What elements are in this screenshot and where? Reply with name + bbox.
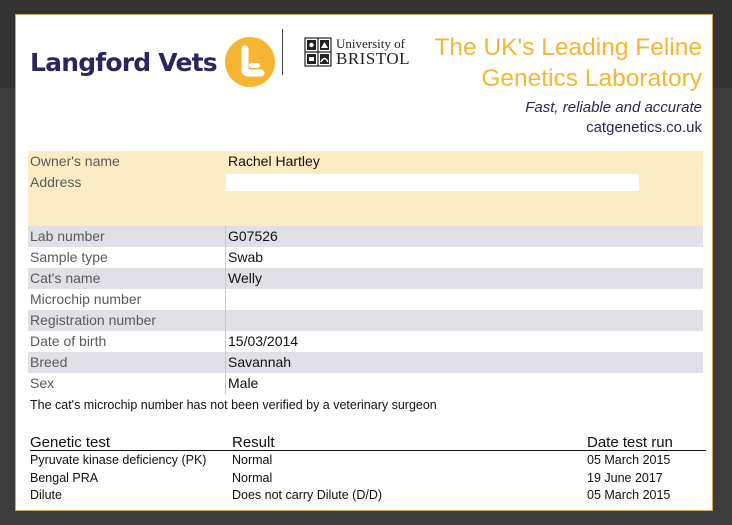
detail-label: Lab number (30, 228, 105, 244)
detail-row-sex (28, 373, 703, 394)
test-date: 05 March 2015 (587, 488, 671, 502)
test-name: Pyruvate kinase deficiency (PK) (30, 453, 207, 467)
microchip-note: The cat's microchip number has not been verified by a veterinary surgeon (30, 398, 437, 412)
detail-label: Sample type (30, 249, 108, 265)
tests-header-row (30, 432, 706, 451)
test-date: 05 March 2015 (587, 453, 671, 467)
detail-label: Microchip number (30, 291, 142, 307)
detail-row-lab-number (28, 226, 703, 247)
detail-label: Owner's name (30, 153, 120, 169)
university-of-bristol-logo (304, 37, 410, 67)
cat-details-table (28, 151, 703, 394)
detail-label: Breed (30, 354, 68, 370)
test-name: Bengal PRA (30, 470, 99, 485)
detail-row-breed (28, 352, 703, 373)
university-label: University of (336, 36, 405, 51)
certificate-document (15, 14, 713, 511)
detail-label: Sex (30, 375, 55, 391)
detail-value: Male (228, 375, 259, 391)
test-name: Dilute (30, 488, 62, 502)
headline-line-1: The UK's Leading Feline (434, 34, 702, 61)
website-link[interactable]: catgenetics.co.uk (586, 119, 702, 136)
detail-value: Savannah (228, 354, 292, 370)
detail-label: Date of birth (30, 333, 107, 349)
langford-vets-logo (30, 37, 275, 87)
logo-divider (282, 29, 283, 75)
detail-label: Address (30, 174, 82, 190)
test-row (30, 486, 706, 504)
test-date: 19 June 2017 (587, 470, 663, 485)
detail-value: Rachel Hartley (228, 153, 320, 169)
detail-value: Swab (228, 249, 264, 265)
test-row (30, 469, 706, 487)
detail-row-owner (28, 151, 703, 172)
test-result: Normal (232, 470, 273, 485)
detail-row-cat-name (28, 268, 703, 289)
tagline: Fast, reliable and accurate (525, 99, 702, 116)
detail-row-sample-type (28, 247, 703, 268)
brand-name: Langford Vets (30, 47, 217, 77)
detail-row-microchip (28, 289, 703, 310)
header-genetic-test: Genetic test (30, 434, 111, 451)
detail-label: Cat's name (30, 270, 101, 286)
detail-value: G07526 (228, 228, 278, 244)
bristol-label: BRISTOL (336, 49, 411, 68)
detail-value: 15/03/2014 (228, 333, 299, 349)
langford-l-icon (225, 37, 275, 87)
test-result: Does not carry Dilute (D/D) (232, 488, 383, 502)
detail-label: Registration number (30, 312, 157, 328)
detail-row-address (28, 172, 703, 226)
genetic-tests-table (30, 432, 706, 504)
test-row (30, 451, 706, 469)
detail-row-registration (28, 310, 703, 331)
detail-row-dob (28, 331, 703, 352)
test-result: Normal (232, 453, 273, 467)
headline-line-2: Genetics Laboratory (481, 65, 702, 92)
lab-headline (434, 32, 702, 94)
bristol-crest-icon (304, 37, 332, 67)
header-date: Date test run (587, 434, 673, 451)
detail-value: Welly (228, 270, 262, 286)
address-field (226, 174, 639, 191)
header-result: Result (232, 434, 275, 451)
